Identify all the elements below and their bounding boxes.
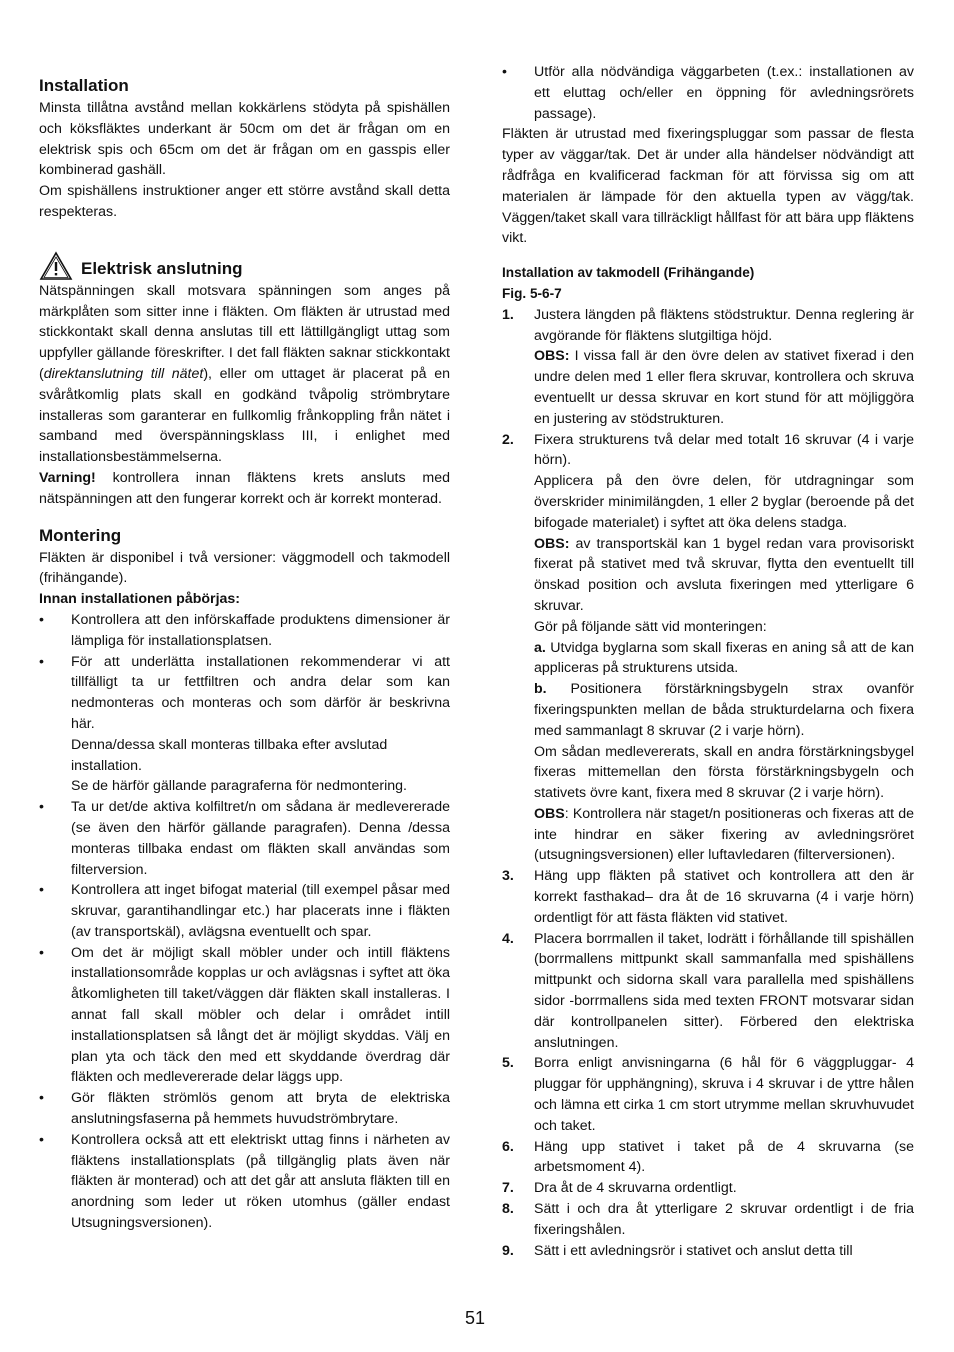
heading-montering: Montering	[39, 525, 122, 545]
heading-elektrisk-anslutning	[39, 251, 450, 281]
step-item: 4. Placera borrmallen il taket, lodrätt i förhållande till spishällen (borrmallens mittpunkt skall sammanfalla med spishällens mittpunkt och sidorna skall vara parallella med spishällens sidor -borrmallens sida med texten FRONT motsvarar sidan där kontrollpanelen sitter). Förbered den elektriska anslutningen.	[502, 930, 914, 1051]
preparation-list	[39, 610, 450, 1234]
installation-text-2: Om spishällens instruktioner anger ett större avstånd skall detta respekteras.	[39, 183, 450, 220]
montering-text: Fläkten är disponibel i två versioner: väggmodell och takmodell (frihängande).	[39, 549, 450, 587]
step-item: 1. Justera längden på fläktens stödstruktur. Denna reglering är avgörande för fläktens slutgiltiga höjd. OBS: I vissa fall är den övre delen av stativet fixerad i den undre delen med 1 eller flera skruvar, kontrollera och skruva eventuellt ur dessa skruvar en kort stund för att möjliggöra en justering av stödstrukturen.	[502, 306, 914, 427]
list-item: • Gör fläkten strömlös genom att bryta de elektriska anslutningsfaserna på hemmets huvudströmbrytare.	[39, 1088, 450, 1130]
list-item: • Utför alla nödvändiga väggarbeten (t.ex.: installationen av ett eluttag och/eller en öppning för avledningsrörets passage).	[502, 62, 914, 124]
warning-text: Varning! kontrollera innan fläktens krets ansluts med nätspänningen att den fungerar korrekt och är korrekt monterad.	[39, 469, 450, 507]
elektrisk-text: Nätspänningen skall motsvara spänningen som anges på märkplåten som sitter inne i fläkten. Om fläkten är utrustad med stickkontakt skall denna anslutas till ett lättillgängligt uttag som uppfyller gällande föreskrifter. I det fall fläkten saknar stickkontakt (direktanslutning till nätet), eller om uttaget är placerat på en svåråtkomlig plats skall en godkänd tvåpolig strömbrytare installeras som garanterar en fullkomlig frånkoppling från nätet i samband med överspänningsklass III, i enlighet med installationsbestämmelserna.	[39, 282, 450, 466]
preparation-list-continued	[502, 62, 914, 124]
list-item: • Kontrollera att den införskaffade produktens dimensioner är lämpliga för installationsplatsen.	[39, 610, 450, 652]
step-item: 9. Sätt i ett avledningsrör i stativet och anslut detta till	[502, 1242, 853, 1259]
warning-label: Varning!	[39, 469, 96, 486]
list-item: • Kontrollera att inget bifogat material (till exempel påsar med skruvar, garantihandlingar etc.) har placerats inne i fläkten (av transportskäl), avlägsna eventuellt och spar.	[39, 880, 450, 942]
step-item: 7. Dra åt de 4 skruvarna ordentligt.	[502, 1180, 737, 1197]
montering-subheading: Innan installationen påbörjas:	[39, 591, 241, 608]
step-item: 8. Sätt i och dra åt ytterligare 2 skruvar ordentligt i de fria fixeringshålen.	[502, 1201, 914, 1238]
heading-elektrisk-label: Elektrisk anslutning	[81, 258, 243, 278]
list-item: • Om det är möjligt skall möbler under och intill fläktens installationsområde kopplas ur och avlägsnas i syftet att öka åtkomligheten till taket/väggen där fläkten skall installeras. I annat fall skall möbler och delar i området intill installationsplatsen så långt det är möjligt skyddas. Välj en plan yta och täck den med ett skyddande överdrag där fläkten och medlevererade delar läggs upp.	[39, 943, 450, 1089]
heading-installation: Installation	[39, 76, 129, 95]
list-item: • För att underlätta installationen rekommenderar vi att tillfälligt ta ur fettfiltren och andra delar som kan nedmonteras och monteras och som därför är beskrivna här. Denna/dessa skall monteras tillbaka efter avslutad installation. Se de härför gällande paragraferna för nedmontering.	[39, 652, 450, 798]
page-number: 51	[465, 1308, 486, 1328]
installation-text-1: Minsta tillåtna avstånd mellan kokkärlens stödyta på spishällen och köksfläktes underkant är 50cm om det är frågan om en elektrisk spis och 65cm om det är frågan om en gasspis eller kombinerad gashäll.	[39, 100, 450, 179]
list-item: • Kontrollera också att ett elektriskt uttag finns i närheten av fläktens installationsplats (på tillgänglig plats även när fläkten är monterad) och att det går att ansluta fläkten till en anordning som leder ut röken utomhus (gäller endast Utsugningsversionen).	[39, 1130, 450, 1234]
left-column	[39, 62, 450, 1234]
step-item: 3. Häng upp fläkten på stativet och kontrollera att den är korrekt fasthakad– dra åt de 16 skruvarna (4 i varje hörn) ordentligt för att fästa fläkten vid stativet.	[502, 868, 914, 926]
list-item: • Ta ur det/de aktiva kolfiltret/n om sådana är medlevererade (se även den härför gällande paragrafen). Denna /dessa monteras tillbaka endast om fläkten skall användas som filterversion.	[39, 797, 450, 880]
takmodell-subheading: Installation av takmodell (Frihängande)	[502, 265, 755, 281]
warning-triangle-icon	[39, 251, 73, 281]
figure-reference: Fig. 5-6-7	[502, 285, 562, 301]
step-item: 6. Häng upp stativet i taket på de 4 skruvarna (se arbetsmoment 4).	[502, 1138, 914, 1176]
right-column	[502, 62, 914, 1261]
steps-list	[502, 305, 914, 1262]
step-item: 2. Fixera strukturens två delar med totalt 16 skruvar (4 i varje hörn). Applicera på den övre delen, för utdragningar som överskrider minimilängden, 1 eller 2 byglar (beroende på det bifogade materialet) i syftet att öka delens stadga. OBS: av transportskäl kan 1 bygel redan vara provisoriskt fixerat på stativet med två skruvar, flytta den eventuellt till önskad position och avsluta fixeringen med ytterligare 6 skruvar. Gör på följande sätt vid monteringen: a. Utvidga byglarna som skall fixeras en aning så att de kan appliceras på strukturens utsida. b. Positionera förstärkningsbygeln strax ovanför fixeringspunkten mellan de båda strukturdelarna och fixera med sammanlagt 8 skruvar (2 i varje hörn). Om sådan medlevererats, skall en andra förstärkningsbygel fixeras mittemellan den första förstärkningsbygeln och stativets övre kant, fixera med 8 skruvar (2 i varje hörn). OBS: Kontrollera när staget/n positioneras och fixeras att de inte hindrar en säker fixering av avledningsröret (utsugningsversionen) eller luftavledaren (filterversionen).	[502, 431, 914, 864]
fixing-plugs-text: Fläkten är utrustad med fixeringspluggar som passar de flesta typer av väggar/tak. Det är under alla händelser nödvändigt att rådfråga en kvalificerad fackman för att förvissa sig om att materialen är lämpade för den aktuella typen av vägg/tak. Väggen/taket skall vara tillräckligt hållfast för att bära upp fläktens vikt.	[502, 126, 914, 247]
step-item: 5. Borra enligt anvisningarna (6 hål för 6 väggpluggar- 4 pluggar för upphängning), skruva i 4 skruvar i de yttre hålen och lämna ett cirka 1 cm stort utrymme mellan skruvhuvudet och taket.	[502, 1055, 914, 1134]
